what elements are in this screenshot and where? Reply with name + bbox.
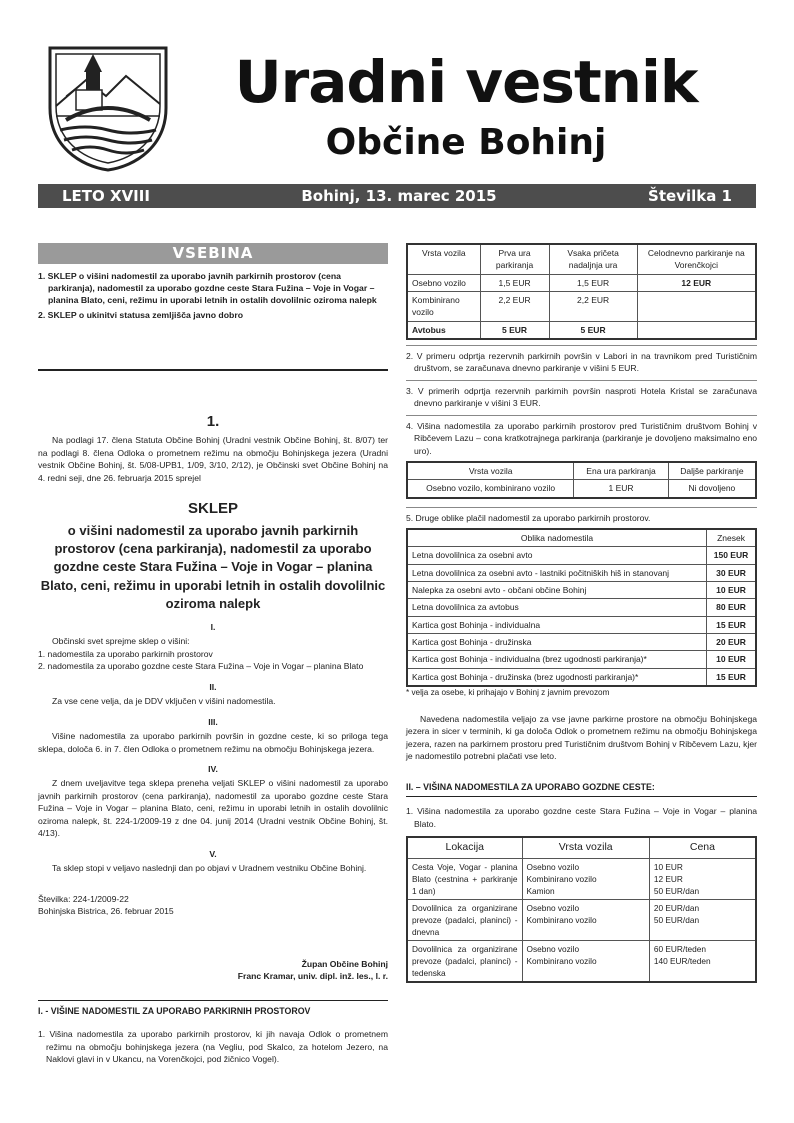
table-header: Cena	[649, 837, 756, 858]
table-cell: Dovolilnica za organizirane prevoze (padalci, planinci) - tedenska	[407, 940, 522, 982]
table-row	[407, 274, 756, 291]
part-item: 1. Višina nadomestila za uporabo gozdne ceste Stara Fužina – Voje in Vogar – planina Blato.	[406, 806, 757, 829]
table-cell: Ni dovoljeno	[668, 480, 756, 498]
table-cell: Letna dovolilnica za osebni avto - lastniki počitniških hiš in stanovanj	[407, 564, 707, 581]
table-header: Vrsta vozila	[407, 462, 574, 480]
issue-number: Številka 1	[648, 187, 732, 205]
table-row	[407, 940, 756, 982]
part-heading: I. - VIŠINE NADOMESTIL ZA UPORABO PARKIRNIH PROSTOROV	[38, 1000, 388, 1018]
section-divider	[38, 369, 388, 371]
table-cell: 20 EUR	[707, 634, 756, 651]
table-cell: Osebno vozilo	[407, 274, 480, 291]
table-cell: 10 EUR 12 EUR 50 EUR/dan	[649, 858, 756, 899]
document-number: 1.	[206, 412, 220, 430]
table-row	[407, 616, 756, 633]
table-header-row	[407, 529, 756, 547]
table-cell: 5 EUR	[480, 321, 549, 339]
table-cell: 150 EUR	[707, 547, 756, 564]
table-cell: 1 EUR	[574, 480, 669, 498]
table-cell: 2,2 EUR	[549, 291, 637, 321]
signatory-role: Župan Občine Bohinj	[301, 958, 388, 969]
table-header-row	[407, 244, 756, 274]
table-cell: Kartica gost Bohinja - individualna (brez ugodnosti parkiranja)*	[407, 651, 707, 668]
table-cell: 30 EUR	[707, 564, 756, 581]
table-cell	[637, 321, 756, 339]
publication-title: Uradni vestnik	[234, 48, 698, 116]
article-text: Za vse cene velja, da je DDV vključen v višini nadomestila.	[52, 696, 276, 707]
note-item: 3. V primerih odprtja rezervnih parkirnih površin nasproti Hotela Kristal se zaračunava dnevno parkiranje v višini 3 EUR.	[406, 380, 757, 410]
table-cell	[637, 291, 756, 321]
reference-number: Številka: 224-1/2009-22	[38, 893, 129, 904]
table-header: Daljše parkiranje	[668, 462, 756, 480]
table-cell: Osebno vozilo Kombinirano vozilo	[522, 899, 649, 940]
table-cell: 1,5 EUR	[480, 274, 549, 291]
table-row	[407, 668, 756, 686]
table-cell: 15 EUR	[707, 616, 756, 633]
table-cell: 12 EUR	[637, 274, 756, 291]
toc-heading: VSEBINA	[38, 243, 388, 264]
article-text: Ta sklep stopi v veljavo naslednji dan po objavi v Uradnem vestniku Občine Bohinj.	[52, 863, 367, 874]
preamble: Na podlagi 17. člena Statuta Občine Bohinj (Uradni vestnik Občine Bohinj, št. 8/07) ter na podlagi 8. člena Odloka o prometnem režimu na območju Bohinjskega jezera (Uradni vestnik Občine Bohinj, št. 5/08-UPB1, 1/09, 3/10, 2/12), je Občinski svet Občine Bohinj na 4. redni seji, dne 26. februarja 2015 sprejel	[38, 435, 388, 483]
toc-list	[38, 270, 388, 321]
article-number: I.	[210, 621, 216, 632]
short-parking-table	[406, 461, 757, 499]
table-cell: 10 EUR	[707, 651, 756, 668]
signatory-name: Franc Kramar, univ. dipl. inž. les., l. r.	[237, 971, 388, 981]
table-cell: Osebno vozilo Kombinirano vozilo Kamion	[522, 858, 649, 899]
issue-year: LETO XVIII	[62, 187, 150, 205]
decision-subtitle: o višini nadomestil za uporabo javnih parkirnih prostorov (cena parkiranja), nadomestil za uporabo gozdne ceste Stara Fužina – Voje in Vogar – planina Blato, ceni, režimu in uporabi letnih in ostalih dovolilnic oziroma nalepk	[40, 523, 386, 611]
table-cell: Kombinirano vozilo	[407, 291, 480, 321]
table-row	[407, 582, 756, 599]
note-item: 2. V primeru odprtja rezervnih parkirnih površin v Labori in na travnikom pred Turističnim društvom, se zaračunava dnevno parkiranje v višini 5 EUR.	[406, 345, 757, 375]
table-cell: Dovolilnica za organizirane prevoze (padalci, planinci) - dnevna	[407, 899, 522, 940]
publication-subtitle: Občine Bohinj	[325, 122, 607, 163]
table-header: Lokacija	[407, 837, 522, 858]
table-cell: Kartica gost Bohinja - družinska	[407, 634, 707, 651]
decision-title: SKLEP	[187, 500, 238, 518]
table-row	[407, 899, 756, 940]
table-row	[407, 547, 756, 564]
table-row	[407, 480, 756, 498]
table-row	[407, 321, 756, 339]
table-cell: Letna dovolilnica za avtobus	[407, 599, 707, 616]
bohinj-coat-of-arms-icon	[46, 46, 170, 172]
table-row	[407, 634, 756, 651]
table-header: Ena ura parkiranja	[574, 462, 669, 480]
paragraph: Navedena nadomestila veljajo za vse javne parkirne prostore na območju Bohinjskega jezera in sicer v terminih, ki ga določa Odlok o prometnem režimu na območju Bohinjskega jezera, razen na parkirnem prostoru pred Turističnim društvom Bohinj v Ribčevem Lazu, kjer je nadomestilo potrebni plačati vse leto.	[406, 713, 757, 762]
table-cell: Kartica gost Bohinja - družinska (brez ugodnosti parkiranja)*	[407, 668, 707, 686]
table-cell: 2,2 EUR	[480, 291, 549, 321]
table-header-row	[407, 837, 756, 858]
table-header: Celodnevno parkiranje na Vorenčkojci	[637, 244, 756, 274]
article-text: Občinski svet sprejme sklep o višini:	[52, 636, 190, 647]
table-cell: Kartica gost Bohinja - individualna	[407, 616, 707, 633]
article-list	[38, 648, 388, 673]
toc-item[interactable]: 1. SKLEP o višini nadomestil za uporabo javnih parkirnih prostorov (cena parkiranja), nadomestil za uporabo gozdne ceste Stara Fužina – Voje in Vogar – planina Blato, ceni, režimu in uporabi letnih in ostalih dovolilnic oziroma nalepk	[38, 271, 377, 306]
table-header-row	[407, 462, 756, 480]
table-cell: 1,5 EUR	[549, 274, 637, 291]
right-column	[406, 243, 757, 983]
parking-price-table	[406, 243, 757, 340]
table-cell: 60 EUR/teden 140 EUR/teden	[649, 940, 756, 982]
table-cell: 10 EUR	[707, 582, 756, 599]
table-header: Vrsta vozila	[407, 244, 480, 274]
table-cell: Avtobus	[407, 321, 480, 339]
article-text: Višine nadomestila za uporabo parkirnih površin in gozdne ceste, ki so priloga tega sklepa, določa 6. in 7. člen Odloka o prometnem režimu na območju Bohinjskega jezera.	[38, 731, 388, 754]
masthead	[38, 38, 756, 180]
forest-road-table	[406, 836, 757, 982]
table-cell: Osebno vozilo, kombinirano vozilo	[407, 480, 574, 498]
reference-place-date: Bohinjska Bistrica, 26. februar 2015	[38, 906, 174, 917]
table-header: Znesek	[707, 529, 756, 547]
table-row	[407, 291, 756, 321]
table-cell: 15 EUR	[707, 668, 756, 686]
table-cell: Osebno vozilo Kombinirano vozilo	[522, 940, 649, 982]
part-item: 1. Višina nadomestila za uporabo parkirnih prostorov, ki jih navaja Odlok o prometnem režimu na območju bohinjskega jezera (na Vegliu, pod Skalco, za hotelom Jezero, na Naklovi glavi in v Ukancu, na Vorenčkojci, pod žičnico Vogel).	[38, 1029, 388, 1065]
table-header: Vrsta vozila	[522, 837, 649, 858]
list-item: 1. nadomestila za uporabo parkirnih prostorov	[38, 648, 213, 659]
note-item: 4. Višina nadomestila za uporabo parkirnih prostorov pred Turističnim društvom Bohinj v Ribčevem Lazu – cona kratkotrajnega parkiranja (parkiranje je dovoljeno maksimalno eno uro).	[406, 415, 757, 457]
article-number: V.	[209, 848, 217, 859]
article-number: II.	[209, 681, 217, 692]
table-cell: Cesta Voje, Vogar - planina Blato (cestnina + parkiranje 1 dan)	[407, 858, 522, 899]
article-text: Z dnem uveljavitve tega sklepa preneha veljati SKLEP o višini nadomestil za uporabo javnih parkirnih prostorov (cena parkiranja), nadomestil za uporabo gozdne ceste Stara Fužina – Voje in Vogar – planina Blato, ceni, režimu in uporabi letnih in ostalih dovolilnic oziroma nalepk, št. 224-1/2009-19 z dne 04. junij 2014 (Uradni vestnik Občine Bohinj, št. 4/13).	[38, 778, 388, 839]
table-footnote: * velja za osebe, ki prihajajo v Bohinj z javnim prevozom	[406, 687, 610, 697]
list-item: 2. nadomestila za uporabo gozdne ceste Stara Fužina – Voje in Vogar – planina Blato	[38, 661, 364, 672]
note-item: 5. Druge oblike plačil nadomestil za uporabo parkirnih prostorov.	[406, 507, 757, 524]
table-header: Vsaka pričeta nadaljnja ura	[549, 244, 637, 274]
table-row	[407, 599, 756, 616]
table-cell: 20 EUR/dan 50 EUR/dan	[649, 899, 756, 940]
table-row	[407, 858, 756, 899]
part-heading: II. – VIŠINA NADOMESTILA ZA UPORABO GOZDNE CESTE:	[406, 777, 757, 798]
table-header: Prva ura parkiranja	[480, 244, 549, 274]
table-row	[407, 564, 756, 581]
permit-price-table	[406, 528, 757, 687]
table-cell: 80 EUR	[707, 599, 756, 616]
article-number: IV.	[208, 764, 218, 775]
issue-date: Bohinj, 13. marec 2015	[301, 187, 497, 205]
article-number: III.	[208, 716, 218, 727]
table-cell: 5 EUR	[549, 321, 637, 339]
table-row	[407, 651, 756, 668]
issue-bar	[38, 184, 756, 208]
table-header: Oblika nadomestila	[407, 529, 707, 547]
table-cell: Nalepka za osebni avto - občani občine Bohinj	[407, 582, 707, 599]
toc-item[interactable]: 2. SKLEP o ukinitvi statusa zemljišča javno dobro	[38, 309, 244, 320]
table-cell: Letna dovolilnica za osebni avto	[407, 547, 707, 564]
left-column	[38, 243, 388, 1066]
